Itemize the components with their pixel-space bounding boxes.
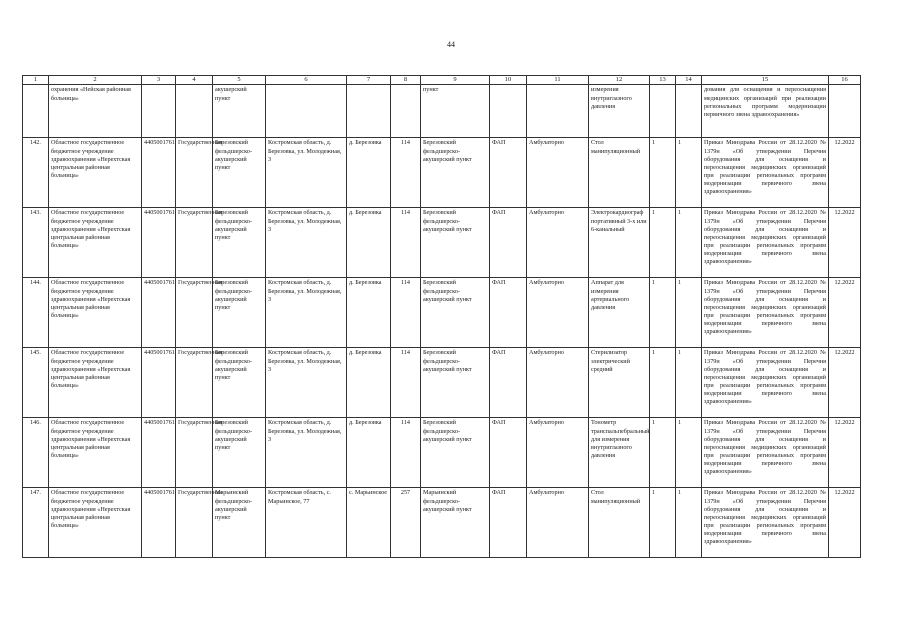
cell-ownership: Государственная [176,208,213,278]
cell-deadline: 12.2022 [829,138,861,208]
cell-ownership: Государственная [176,418,213,488]
cell-inn: 4405001761 [142,348,176,418]
column-header: 8 [391,76,421,85]
cell-facility: Березовский фельдшерско-акушерский пункт [421,418,490,488]
cell-inn [142,85,176,138]
cell-care-condition: Амбулаторно [527,208,589,278]
column-header: 12 [589,76,650,85]
cell-care-condition: Амбулаторно [527,348,589,418]
cell-organization: Областное государственное бюджетное учреждение здравоохранения «Нерехтская центральная районная больница» [49,278,142,348]
cell-facility: Березовский фельдшерско-акушерский пункт [421,278,490,348]
cell-ownership [176,85,213,138]
column-header: 16 [829,76,861,85]
cell-deadline: 12.2022 [829,208,861,278]
cell-facility: пункт [421,85,490,138]
column-header: 13 [650,76,676,85]
cell-address [266,85,347,138]
cell-organization: Областное государственное бюджетное учреждение здравоохранения «Нерехтская центральная районная больница» [49,418,142,488]
table-row [23,208,861,278]
cell-ownership: Государственная [176,348,213,418]
cell-ownership: Государственная [176,278,213,348]
column-header: 2 [49,76,142,85]
cell-population: 114 [391,348,421,418]
cell-basis: Приказ Минздрава России от 28.12.2020 № 1379н «Об утверждении Перечня оборудования для оснащения и переоснащения медицинских организаций при реализации региональных программ модернизации первичного звена здравоохранения» [702,488,829,558]
cell-inn: 4405001761 [142,208,176,278]
cell-quantity: 1 [650,348,676,418]
column-header: 6 [266,76,347,85]
cell-population: 114 [391,418,421,488]
column-header: 11 [527,76,589,85]
cell-organization: охранения «Нейская районная больница» [49,85,142,138]
cell-care-condition: Амбулаторно [527,488,589,558]
cell-facility: Березовский фельдшерско-акушерский пункт [421,138,490,208]
cell-basis: Приказ Минздрава России от 28.12.2020 № 1379н «Об утверждении Перечня оборудования для оснащения и переоснащения медицинских организаций при реализации региональных программ модернизации первичного звена здравоохранения» [702,138,829,208]
cell-number: 147. [23,488,49,558]
cell-unit: акушерский пункт [213,85,266,138]
cell-facility: Березовский фельдшерско-акушерский пункт [421,348,490,418]
cell-quantity-planned: 1 [676,278,702,348]
cell-care-condition: Амбулаторно [527,278,589,348]
cell-unit: Березовский фельдшерско-акушерский пункт [213,138,266,208]
column-header: 15 [702,76,829,85]
cell-facility-type: ФАП [490,138,527,208]
cell-organization: Областное государственное бюджетное учреждение здравоохранения «Нерехтская центральная районная больница» [49,208,142,278]
cell-unit: Березовский фельдшерско-акушерский пункт [213,208,266,278]
cell-equipment: Электрокардиограф портативный 3-х или 6-канальный [589,208,650,278]
cell-facility: Березовский фельдшерско-акушерский пункт [421,208,490,278]
cell-equipment: Стол манипуляционный [589,488,650,558]
cell-quantity: 1 [650,138,676,208]
cell-address: Костромская область, д. Березовка, ул. Молодежная, 3 [266,418,347,488]
cell-deadline: 12.2022 [829,418,861,488]
table-row [23,138,861,208]
cell-ownership: Государственная [176,488,213,558]
page-number: 44 [447,40,455,49]
cell-address: Костромская область, д. Березовка, ул. Молодежная, 3 [266,278,347,348]
cell-quantity [650,85,676,138]
cell-deadline: 12.2022 [829,488,861,558]
cell-ownership: Государственная [176,138,213,208]
cell-quantity-planned: 1 [676,418,702,488]
cell-settlement: д. Березовка [347,208,391,278]
cell-organization: Областное государственное бюджетное учреждение здравоохранения «Нерехтская центральная районная больница» [49,138,142,208]
cell-care-condition: Амбулаторно [527,138,589,208]
cell-equipment: Стол манипуляционный [589,138,650,208]
cell-inn: 4405001761 [142,488,176,558]
cell-population: 114 [391,208,421,278]
column-number-row [23,76,861,85]
cell-facility: Марьинский фельдшерско-акушерский пункт [421,488,490,558]
cell-quantity: 1 [650,278,676,348]
cell-basis: Приказ Минздрава России от 28.12.2020 № 1379н «Об утверждении Перечня оборудования для оснащения и переоснащения медицинских организаций при реализации региональных программ модернизации первичного звена здравоохранения» [702,348,829,418]
cell-facility-type: ФАП [490,488,527,558]
cell-quantity-planned: 1 [676,488,702,558]
cell-organization: Областное государственное бюджетное учреждение здравоохранения «Нерехтская центральная районная больница» [49,348,142,418]
table-row [23,488,861,558]
cell-address: Костромская область, д. Березовка, ул. Молодежная, 3 [266,348,347,418]
cell-population [391,85,421,138]
cell-number: 146. [23,418,49,488]
cell-population: 114 [391,278,421,348]
cell-number: 142. [23,138,49,208]
cell-care-condition: Амбулаторно [527,418,589,488]
cell-facility-type: ФАП [490,418,527,488]
cell-population: 257 [391,488,421,558]
cell-settlement: д. Березовка [347,138,391,208]
cell-address: Костромская область, с. Марьинское, 77 [266,488,347,558]
column-header: 3 [142,76,176,85]
table-row [23,418,861,488]
cell-unit: Березовский фельдшерско-акушерский пункт [213,418,266,488]
cell-quantity-planned: 1 [676,208,702,278]
cell-basis: Приказ Минздрава России от 28.12.2020 № 1379н «Об утверждении Перечня оборудования для оснащения и переоснащения медицинских организаций при реализации региональных программ модернизации первичного звена здравоохранения» [702,208,829,278]
cell-facility-type: ФАП [490,208,527,278]
cell-number: 143. [23,208,49,278]
cell-equipment: Тонометр транспальпебральный для измерения внутриглазного давления [589,418,650,488]
column-header: 10 [490,76,527,85]
cell-settlement: д. Березовка [347,418,391,488]
cell-number [23,85,49,138]
cell-number: 145. [23,348,49,418]
cell-inn: 4405001761 [142,418,176,488]
equipment-table [22,75,861,558]
cell-deadline: 12.2022 [829,348,861,418]
cell-quantity: 1 [650,208,676,278]
cell-equipment: Аппарат для измерения артериального давления [589,278,650,348]
cell-facility-type: ФАП [490,348,527,418]
cell-basis: дования для оснащения и переоснащения медицинских организаций при реализации региональных программ модернизации первичного звена здравоохранения» [702,85,829,138]
cell-quantity: 1 [650,488,676,558]
cell-settlement: д. Березовка [347,348,391,418]
cell-address: Костромская область, д. Березовка, ул. Молодежная, 3 [266,208,347,278]
cell-inn: 4405001761 [142,138,176,208]
cell-unit: Марьинский фельдшерско-акушерский пункт [213,488,266,558]
column-header: 1 [23,76,49,85]
column-header: 7 [347,76,391,85]
cell-facility-type: ФАП [490,278,527,348]
cell-unit: Березовский фельдшерско-акушерский пункт [213,278,266,348]
column-header: 4 [176,76,213,85]
cell-population: 114 [391,138,421,208]
cell-basis: Приказ Минздрава России от 28.12.2020 № 1379н «Об утверждении Перечня оборудования для оснащения и переоснащения медицинских организаций при реализации региональных программ модернизации первичного звена здравоохранения» [702,278,829,348]
table-row [23,348,861,418]
cell-address: Костромская область, д. Березовка, ул. Молодежная, 3 [266,138,347,208]
column-header: 14 [676,76,702,85]
cell-settlement: д. Березовка [347,278,391,348]
cell-unit: Березовский фельдшерско-акушерский пункт [213,348,266,418]
cell-number: 144. [23,278,49,348]
column-header: 5 [213,76,266,85]
table-row-continued [23,85,861,138]
cell-deadline [829,85,861,138]
cell-organization: Областное государственное бюджетное учреждение здравоохранения «Нерехтская центральная районная больница» [49,488,142,558]
cell-quantity-planned: 1 [676,138,702,208]
column-header: 9 [421,76,490,85]
cell-basis: Приказ Минздрава России от 28.12.2020 № 1379н «Об утверждении Перечня оборудования для оснащения и переоснащения медицинских организаций при реализации региональных программ модернизации первичного звена здравоохранения» [702,418,829,488]
cell-quantity: 1 [650,418,676,488]
cell-quantity-planned: 1 [676,348,702,418]
cell-settlement [347,85,391,138]
cell-deadline: 12.2022 [829,278,861,348]
cell-care-condition [527,85,589,138]
cell-inn: 4405001761 [142,278,176,348]
cell-quantity-planned [676,85,702,138]
cell-equipment: измерения внутриглазного давления [589,85,650,138]
cell-settlement: с. Марьинское [347,488,391,558]
cell-facility-type [490,85,527,138]
table-row [23,278,861,348]
cell-equipment: Стерилизатор электрический средний [589,348,650,418]
